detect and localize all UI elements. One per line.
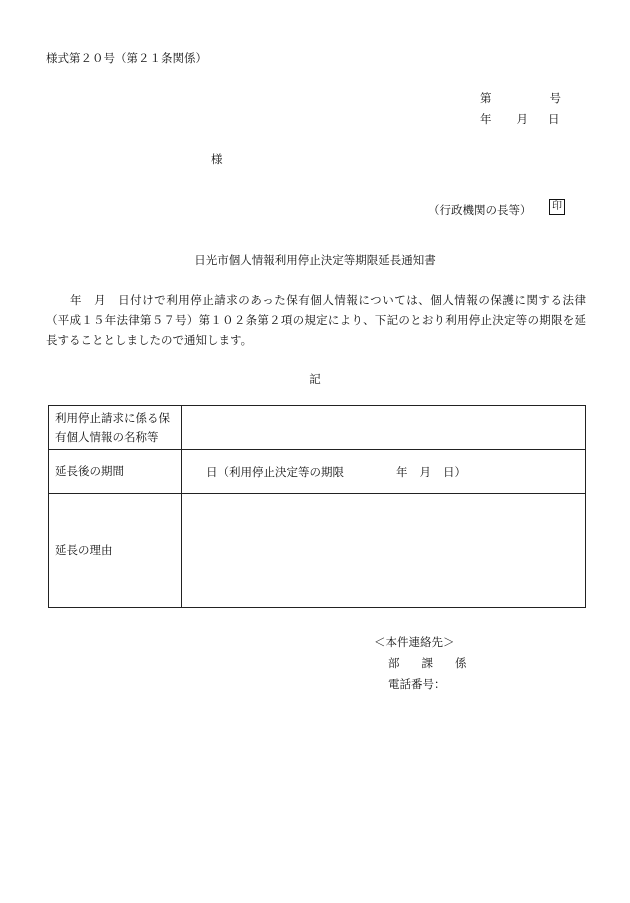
row1-label: 利用停止請求に係る保有個人情報の名称等	[49, 406, 182, 450]
doc-number-suffix: 号	[549, 91, 561, 105]
form-number: 様式第２０号（第２１条関係）	[46, 51, 207, 65]
info-table	[48, 405, 586, 608]
date-day: 日	[548, 112, 560, 126]
ki-heading: 記	[309, 372, 321, 386]
addressee: 様	[211, 152, 223, 166]
row2-value	[182, 450, 586, 494]
period-day: 日	[206, 464, 218, 479]
period-month: 月	[419, 464, 431, 479]
contact-phone: 電話番号：	[388, 677, 446, 691]
contact-section: 課	[421, 656, 433, 670]
contact-unit: 係	[455, 656, 467, 670]
date-month: 月	[516, 112, 528, 126]
row1-value	[182, 406, 586, 450]
contact-dept: 部	[388, 656, 400, 670]
body-paragraph: 年 月 日付けで利用停止請求のあった保有個人情報については、個人情報の保護に関する法律（平成１５年法律第５７号）第１０２条第２項の規定により、下記のとおり利用停止決定等の期限を延長することとしましたので通知します。	[46, 293, 586, 347]
contact-department	[388, 655, 467, 671]
period-deadline-label: （利用停止決定等の期限	[217, 464, 344, 479]
issue-date	[480, 111, 560, 127]
row2-label: 延長後の期間	[49, 450, 182, 494]
table-row	[49, 450, 586, 494]
document-title: 日光市個人情報利用停止決定等期限延長通知書	[194, 253, 436, 267]
table-row	[49, 494, 586, 608]
row3-value	[182, 494, 586, 608]
issuer-label: （行政機関の長等）	[428, 203, 532, 217]
table-row	[49, 406, 586, 450]
seal-icon: 印	[549, 199, 565, 215]
row3-label: 延長の理由	[49, 494, 182, 608]
document-number	[480, 90, 561, 106]
date-year: 年	[480, 112, 492, 126]
doc-number-prefix: 第	[480, 91, 492, 105]
period-day-close: 日）	[443, 464, 466, 479]
contact-header: ＜本件連絡先＞	[374, 635, 455, 649]
period-year: 年	[396, 464, 408, 479]
